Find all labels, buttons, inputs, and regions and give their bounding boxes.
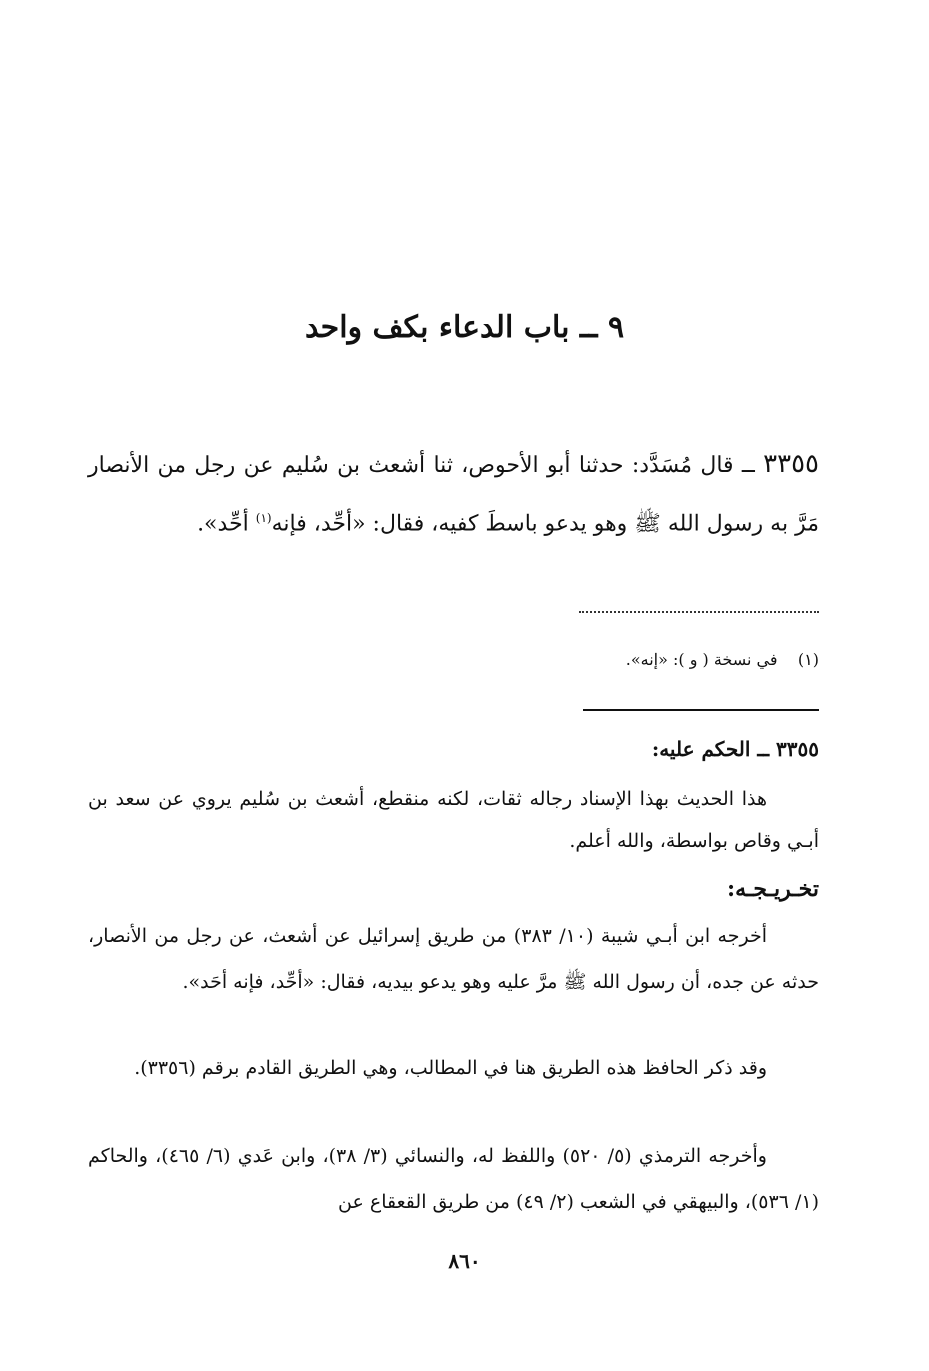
page-number: ٨٦٠ bbox=[448, 1249, 481, 1273]
takhrij-paragraph-3: وأخرجه الترمذي (٥/ ٥٢٠) واللفظ له، والنسائي (٣/ ٣٨)، وابن عَدي (٦/ ٤٦٥)، والحاكم (١/ ٥٣٦)، والبيهقي في الشعب (٢/ ٤٩) من طريق القعقاع عن bbox=[88, 1145, 819, 1213]
takhrij-paragraph-1: أخرجه ابن أبـي شيبة (١٠/ ٣٨٣) من طريق إسرائيل عن أشعث، عن رجل من الأنصار، حدثه عن جده، أن رسول الله ﷺ مرَّ عليه وهو يدعو بيديه، فقال: «أحِّد، فإنه أحَد». bbox=[88, 925, 819, 993]
ruling-heading: ٣٣٥٥ ــ الحكم عليه: bbox=[651, 737, 819, 761]
section-divider bbox=[583, 709, 819, 711]
ruling-paragraph: هذا الحديث بهذا الإسناد رجاله ثقات، لكنه منقطع، أشعث بن سُليم يروي عن سعد بن أبـي وقاص بواسطة، والله أعلم. bbox=[88, 788, 819, 852]
takhrij-paragraph-2: وقد ذكر الحافظ هذه الطريق هنا في المطالب، وهي الطريق القادم برقم (٣٣٥٦). bbox=[134, 1057, 767, 1079]
hadith-text bbox=[88, 438, 819, 550]
chapter-title: ٩ ــ باب الدعاء بكف واحد bbox=[304, 310, 625, 345]
hadith-body: قال مُسَدَّد: حدثنا أبو الأحوص، ثنا أشعث بن سُليم عن رجل من الأنصار مَرَّ به رسول الله ﷺ وهو يدعو باسطَ كفيه، فقال: «أحِّد، فإنه bbox=[88, 453, 819, 537]
footnote-marker: (١) bbox=[797, 650, 819, 669]
takhrij-heading: تخـريـجـه: bbox=[726, 876, 819, 902]
hadith-body-end: أحِّد». bbox=[197, 511, 256, 537]
hadith-number: ٣٣٥٥ bbox=[763, 449, 819, 479]
footnote-reference[interactable]: (١) bbox=[255, 511, 272, 525]
footnote-separator bbox=[579, 611, 819, 613]
footnote bbox=[88, 645, 819, 675]
footnote-text: في نسخة ( و ): «إنه». bbox=[625, 650, 778, 669]
hadith-dash: ــ bbox=[733, 453, 764, 478]
